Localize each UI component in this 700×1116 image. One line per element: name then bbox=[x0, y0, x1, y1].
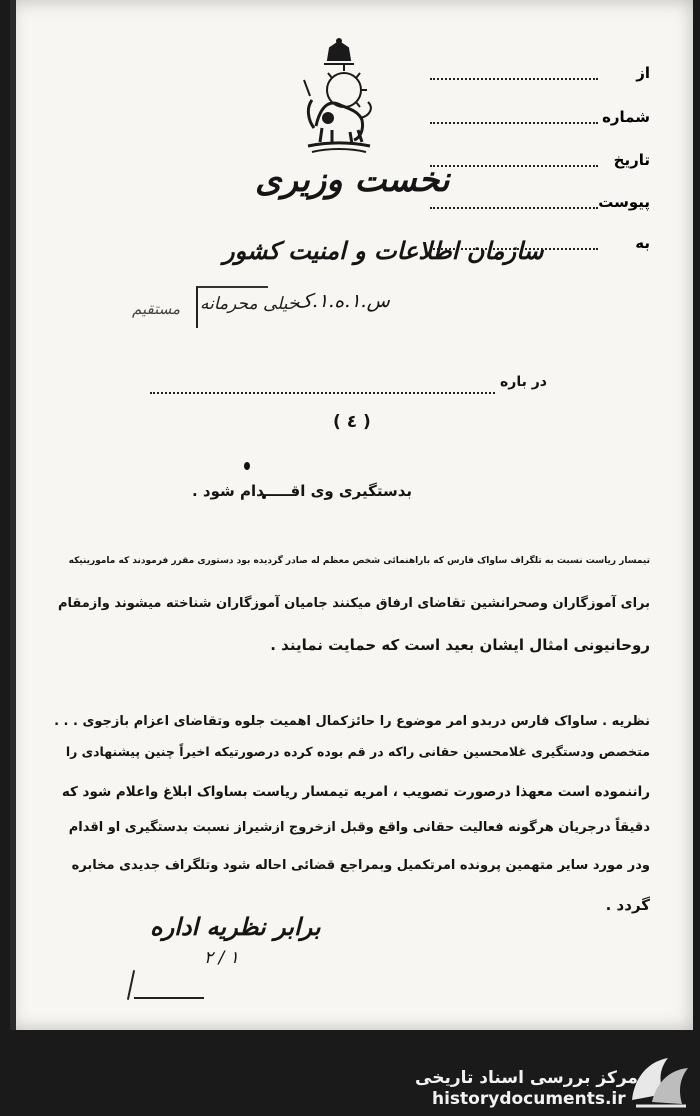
classification-stamp-text: خیلی محرمانه bbox=[200, 294, 299, 314]
meta-label: تاریخ bbox=[613, 151, 650, 169]
body-line: نظریه . ساواک فارس دربدو امر موضوع را حائزکمال اهمیت جلوه وتقاضای اعزام بازجوی . . . bbox=[54, 714, 650, 729]
dotted-line bbox=[430, 78, 598, 80]
meta-label: از bbox=[636, 64, 650, 82]
body-line: گردد . bbox=[605, 896, 650, 914]
meta-label: شماره bbox=[602, 108, 650, 126]
subject-dotted-line bbox=[150, 392, 495, 394]
dotted-line bbox=[430, 122, 598, 124]
reference-code: س.۱.ه.۱.ک bbox=[295, 290, 390, 312]
body-line: بدستگیری وی اقـــــدام شود . bbox=[191, 482, 412, 500]
letterhead-title: نخست وزیری bbox=[255, 160, 450, 200]
ink-mark bbox=[244, 462, 250, 470]
meta-field-number bbox=[430, 108, 650, 130]
subject-label: در باره bbox=[500, 374, 547, 390]
meta-label: پیوست bbox=[598, 193, 650, 211]
page-number: ( ٤ ) bbox=[333, 412, 371, 432]
dotted-line bbox=[430, 165, 598, 167]
meta-field-attachment bbox=[430, 193, 650, 215]
meta-field-date bbox=[430, 151, 650, 173]
body-line: برای آموزگاران وصحرانشین تقاضای ارفاق میکنند جامیان آموزگاران شناخته میشوند وازمقام bbox=[57, 596, 650, 611]
body-line: تیمسار ریاست نسبت به تلگراف ساواک فارس که باراهنمائی شخص معظم له صادر گردیده بود دستوری مقرر فرمودند که مامورینیکه bbox=[68, 556, 650, 566]
signature-date: ۲ / ۱ bbox=[204, 948, 239, 968]
body-line: ودر مورد سایر متهمین پرونده امرتکمیل وبمراجع قضائی احاله شود وتلگراف جدیدی مخابره bbox=[71, 858, 650, 873]
body-line: راننموده است معهذا درصورت تصویب ، امریه تیمسار ریاست بساواک ابلاغ واعلام شود که bbox=[61, 784, 650, 800]
dotted-line bbox=[430, 207, 598, 209]
meta-field-from bbox=[430, 64, 650, 86]
body-line: روحانیونی امثال ایشان بعید است که حمایت نمایند . bbox=[270, 636, 650, 654]
handwritten-signature: برابر نظریه اداره bbox=[150, 912, 321, 941]
lion-and-sun-emblem-icon bbox=[298, 38, 380, 156]
letterhead-subtitle: سازمان اطلاعات و امنیت کشور bbox=[223, 236, 544, 265]
watermark-name: مرکز بررسی اسناد تاریخی bbox=[415, 1068, 638, 1088]
watermark-url: historydocuments.ir bbox=[432, 1089, 626, 1109]
archive-logo-icon bbox=[624, 1050, 694, 1112]
meta-label: به bbox=[635, 234, 650, 252]
body-line: دقیقاً درجریان هرگونه فعالیت حقانی واقع وقبل ازخروج ازشیراز نسبت بدستگیری او اقدام bbox=[68, 820, 650, 835]
handwritten-note: مستقیم bbox=[132, 300, 181, 318]
body-line: متخصص ودستگیری غلامحسین حقانی راکه در قم بوده کرده درصورتیکه اخیراً چنین پیشنهادی را bbox=[65, 744, 650, 759]
signature-stroke bbox=[134, 997, 204, 999]
